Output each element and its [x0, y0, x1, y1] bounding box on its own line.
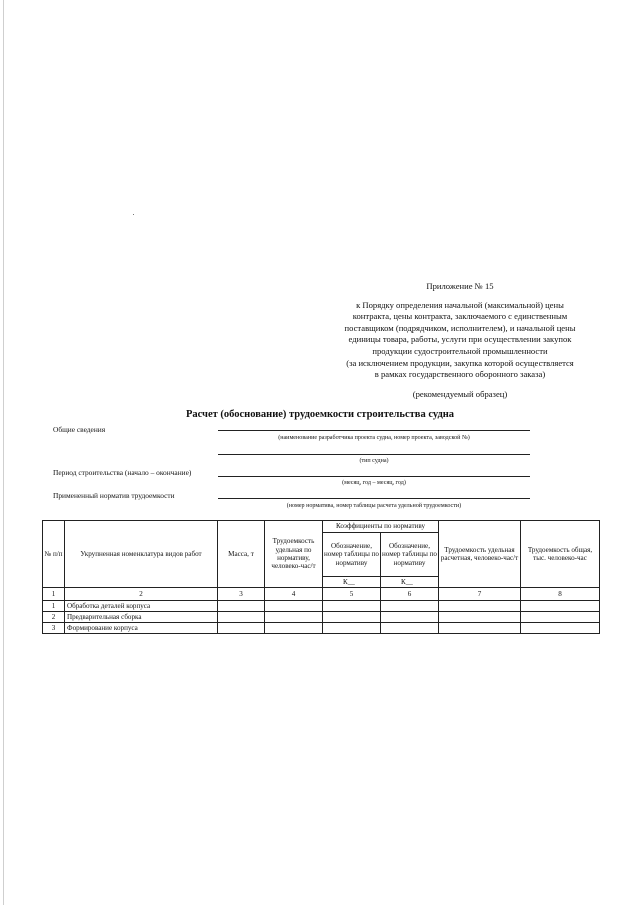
- column-number: 6: [381, 588, 439, 601]
- period-label: Период строительства (начало – окончание): [53, 468, 192, 477]
- row-num: 3: [43, 623, 65, 634]
- coefficient-1-cell[interactable]: [323, 623, 381, 634]
- column-number: 7: [439, 588, 521, 601]
- row-work-type: Предварительная сборка: [65, 612, 218, 623]
- column-number: 5: [323, 588, 381, 601]
- specific-labor-cell[interactable]: [265, 601, 323, 612]
- scan-edge: [3, 0, 4, 905]
- mass-cell[interactable]: [218, 623, 265, 634]
- header-coefficient-2: Обозначение, номер таблицы по нормативу: [381, 533, 439, 577]
- header-specific-labor: Трудоемкость удельная по нормативу, человеко-час/т: [265, 521, 323, 588]
- coefficient-1-cell[interactable]: [323, 601, 381, 612]
- header-coefficient-1: Обозначение, номер таблицы по нормативу: [323, 533, 381, 577]
- header-nomenclature: Укрупненная номенклатура видов работ: [65, 521, 218, 588]
- ship-type-field-hint: (тип судна): [359, 458, 389, 464]
- header-coefficients: Коэффициенты по нормативу: [323, 521, 439, 533]
- ship-type-field-line[interactable]: [218, 454, 530, 455]
- scan-speck: [133, 214, 134, 215]
- table-row: [43, 601, 600, 612]
- mass-cell[interactable]: [218, 612, 265, 623]
- calc-specific-labor-cell[interactable]: [439, 612, 521, 623]
- appendix-line: единицы товара, работы, услуги при осуществлении закупок: [348, 334, 572, 345]
- coefficient-1-symbol: К__: [323, 577, 381, 588]
- calc-specific-labor-cell[interactable]: [439, 601, 521, 612]
- norm-label: Примененный норматив трудоемкости: [53, 491, 175, 500]
- row-work-type: Обработка деталей корпуса: [65, 601, 218, 612]
- period-field-hint: (месяц, год – месяц, год): [342, 480, 406, 486]
- coefficient-2-symbol: К__: [381, 577, 439, 588]
- appendix-line: поставщиком (подрядчиком, исполнителем), и начальной цены: [344, 322, 576, 333]
- appendix-line: (за исключением продукции, закупка которой осуществляется: [346, 357, 574, 368]
- general-info-label: Общие сведения: [53, 425, 106, 434]
- appendix-title: Приложение № 15: [426, 281, 494, 291]
- column-number: 1: [43, 588, 65, 601]
- total-labor-cell[interactable]: [521, 601, 600, 612]
- header-mass: Масса, т: [218, 521, 265, 588]
- table-row: [43, 612, 600, 623]
- coefficient-2-cell[interactable]: [381, 601, 439, 612]
- document-title: Расчет (обоснование) трудоемкости строительства судна: [185, 409, 455, 420]
- row-work-type: Формирование корпуса: [65, 623, 218, 634]
- total-labor-cell[interactable]: [521, 623, 600, 634]
- appendix-line: в рамках государственного оборонного заказа): [374, 369, 546, 380]
- coefficient-2-cell[interactable]: [381, 623, 439, 634]
- calculation-table: [42, 520, 600, 634]
- mass-cell[interactable]: [218, 601, 265, 612]
- column-number: 2: [65, 588, 218, 601]
- column-number: 8: [521, 588, 600, 601]
- total-labor-cell[interactable]: [521, 612, 600, 623]
- sample-note: (рекомендуемый образец): [412, 388, 508, 399]
- row-num: 2: [43, 612, 65, 623]
- header-calc-specific-labor: Трудоемкость удельная расчетная, человеко-час/т: [439, 521, 521, 588]
- header-num: № п/п: [43, 521, 65, 588]
- row-num: 1: [43, 601, 65, 612]
- coefficient-1-cell[interactable]: [323, 612, 381, 623]
- table-row: [43, 623, 600, 634]
- calc-specific-labor-cell[interactable]: [439, 623, 521, 634]
- norm-field-hint: (номер норматива, номер таблицы расчета удельной трудоемкости): [286, 503, 462, 509]
- specific-labor-cell[interactable]: [265, 612, 323, 623]
- appendix-block: [330, 281, 590, 400]
- developer-field-hint: (наименование разработчика проекта судна, номер проекта, заводской №): [278, 435, 470, 441]
- appendix-line: контракта, цены контракта, заключаемого с единственным: [352, 311, 568, 322]
- column-number: 4: [265, 588, 323, 601]
- appendix-line: к Порядку определения начальной (максимальной) цены: [356, 299, 564, 310]
- developer-field-line[interactable]: [218, 430, 530, 431]
- header-total-labor: Трудоемкость общая, тыс. человеко-час: [521, 521, 600, 588]
- column-number: 3: [218, 588, 265, 601]
- period-field-line[interactable]: [218, 476, 530, 477]
- norm-field-line[interactable]: [218, 498, 530, 499]
- specific-labor-cell[interactable]: [265, 623, 323, 634]
- coefficient-2-cell[interactable]: [381, 612, 439, 623]
- appendix-line: продукции судостроительной промышленности: [372, 345, 548, 356]
